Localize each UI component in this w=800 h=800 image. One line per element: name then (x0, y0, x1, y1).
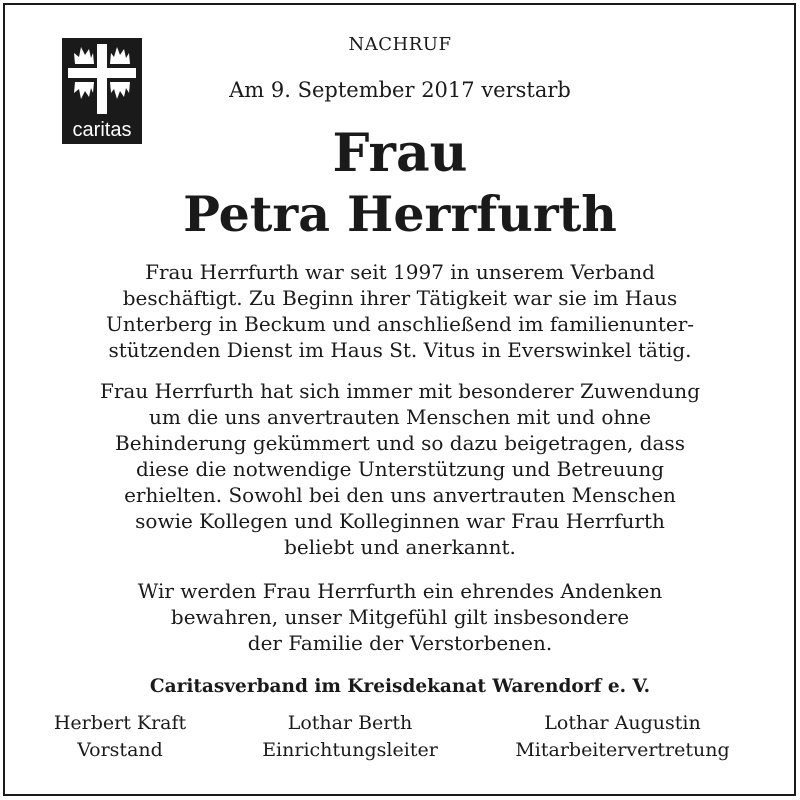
notice-heading: NACHRUF (348, 34, 452, 55)
paragraph-line: Unterberg in Beckum und anschließend im familienunter- (105, 312, 695, 336)
organization-name: Caritasverband im Kreisdekanat Warendorf e. V. (149, 676, 651, 697)
paragraph-line: der Familie der Verstorbenen. (247, 631, 553, 655)
paragraph-line: sowie Kollegen und Kolleginnen war Frau Herrfurth (135, 509, 665, 533)
paragraph-line: Wir werden Frau Herrfurth ein ehrendes Andenken (137, 579, 663, 603)
deceased-title: Frau (332, 123, 468, 184)
paragraph-line: erhielten. Sowohl bei den uns anvertrauten Menschen (124, 483, 676, 507)
signatory-role: Vorstand (77, 739, 163, 761)
paragraph-line: beliebt und anerkannt. (284, 535, 516, 559)
paragraph-dedication (40, 378, 760, 560)
signatory-role: Mitarbeitervertretung (515, 739, 730, 761)
deceased-name: Petra Herrfurth (183, 185, 617, 243)
signatory-1 (30, 710, 210, 764)
signatory-name: Herbert Kraft (53, 712, 187, 734)
paragraph-line: diese die notwendige Unterstützung und Betreuung (135, 457, 665, 481)
signatory-2 (240, 710, 460, 764)
paragraph-line: Frau Herrfurth hat sich immer mit besonderer Zuwendung (99, 379, 700, 403)
paragraph-line: beschäftigt. Zu Beginn ihrer Tätigkeit war sie im Haus (122, 286, 678, 310)
paragraph-employment (40, 259, 760, 363)
signatory-name: Lothar Augustin (544, 712, 701, 734)
signatory-name: Lothar Berth (287, 712, 413, 734)
paragraph-line: um die uns anvertrauten Menschen mit und ohne (149, 405, 651, 429)
paragraph-remembrance (40, 578, 760, 656)
paragraph-line: bewahren, unser Mitgefühl gilt insbesondere (170, 605, 630, 629)
signatory-role: Einrichtungsleiter (262, 739, 438, 761)
caritas-logo-text: caritas (72, 119, 132, 141)
paragraph-line: stützenden Dienst im Haus St. Vitus in Everswinkel tätig. (108, 338, 692, 362)
death-date-line: Am 9. September 2017 verstarb (229, 78, 571, 102)
paragraph-line: Behinderung gekümmert und so dazu beigetragen, dass (115, 431, 685, 455)
signatory-3 (495, 710, 750, 764)
paragraph-line: Frau Herrfurth war seit 1997 in unserem Verband (145, 260, 655, 284)
